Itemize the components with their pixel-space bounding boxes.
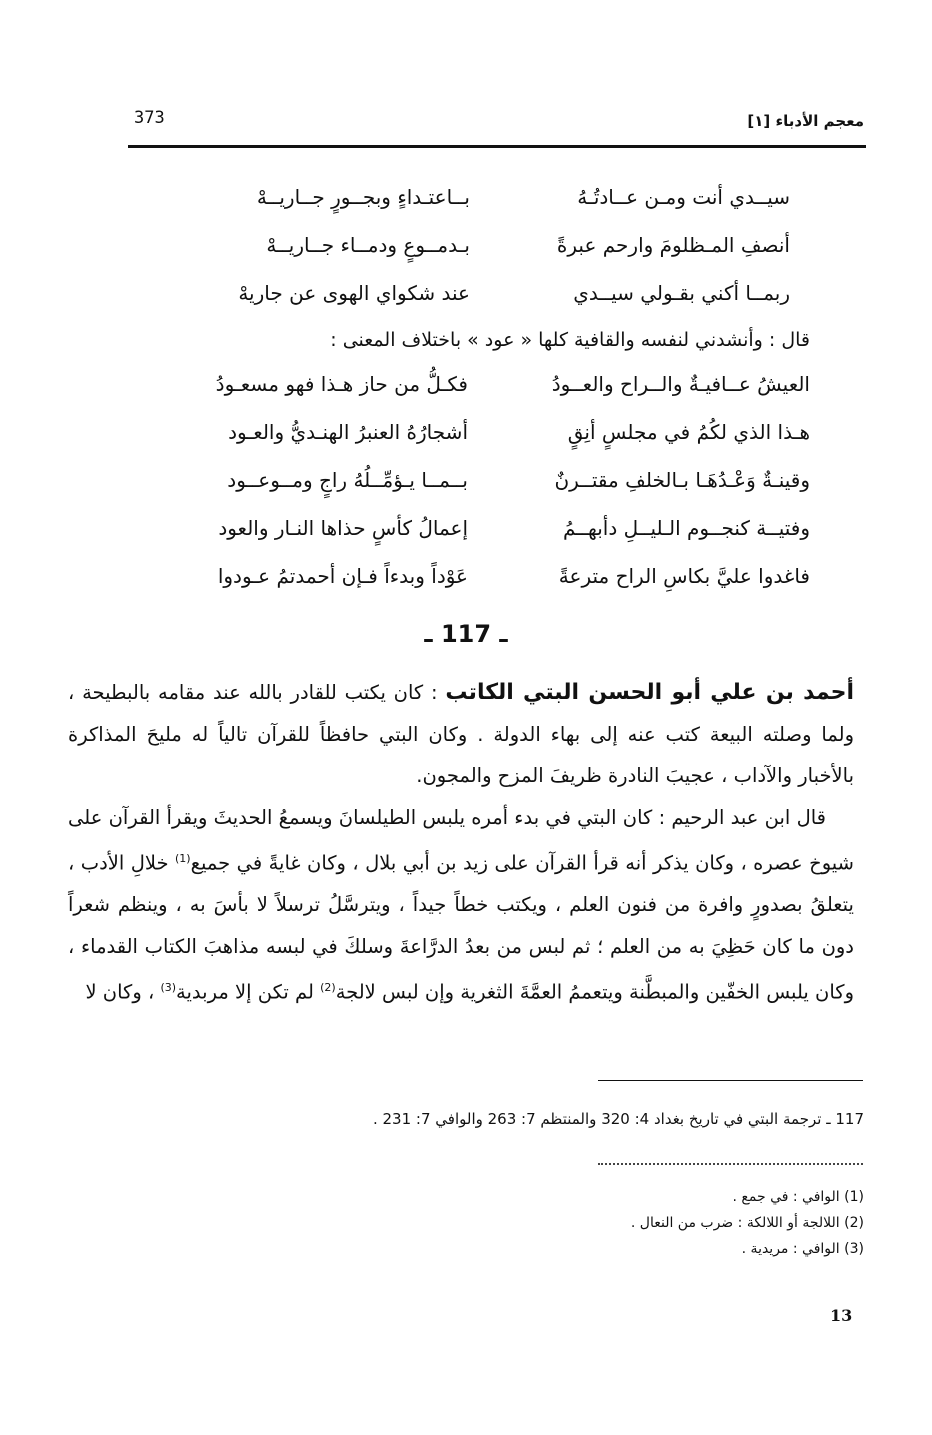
first-hemistich: وقينـةٌ وَعْـدُهَـا بـالخلفِ مقتــرنٌ [554,468,810,492]
first-hemistich: فاغدوا عليَّ بكاسِ الراح مترعةً [558,564,810,588]
verse-line [130,408,820,456]
entry-number: ـ 117 ـ [424,620,508,648]
footnote-ref[interactable]: (3) [160,981,177,994]
second-hemistich: عند شكواي الهوى عن جاريهْ [238,281,470,305]
second-hemistich: عَوْداً وبدءاً فـإن أحمدتمُ عـودوا [217,564,468,588]
bio-text: قال ابن عبد الرحيم : كان البتي في بدء أمره يلبس الطيلسانَ ويسمعُ الحديثَ ويقرأ القرآن على شيوخ عصره ، وكان يذكر أنه قرأ القرآن على زيد بن أبي بلال ، وكان غايةً في جميع [68,805,854,875]
signature-mark: 13 [830,1306,853,1325]
verse-line [130,456,820,504]
first-hemistich: العيشُ عــافيـةٌ والــراح والعــودُ [551,372,810,396]
running-title: معجم الأدباء [١] [747,112,864,130]
dotted-rule [598,1163,863,1165]
first-hemistich: أنصفِ المـظلومَ وارحم عبرةً [556,233,790,257]
first-hemistich: ربمــا أكني بقـولي سيــدي [573,281,790,305]
first-hemistich: هـذا الذي لكُمُ في مجلسٍ أنِقٍ [567,420,810,444]
header-rule [128,145,866,148]
bio-text: : كان يكتب للقادر بالله عند مقامه بالبطيحة ، ولما وصلته البيعة كتب عنه إلى بهاء الدولة . وكان البتي حافظاً للقرآن تالياً له مليحَ المذاكرة بالأخبار والآداب ، عجيبَ النادرة ظريفَ المزح والمجون. [68,681,854,787]
second-hemistich: بــاعتـداءٍ وبجــورٍ جــاريــهْ [256,185,470,209]
notes-rule [598,1080,863,1081]
verse-line [130,504,820,552]
second-hemistich: بــمــا يـؤمِّــلُهُ راجٍ ومــوعــود [227,468,468,492]
bio-text: لم تكن إلا مربدية [176,980,321,1004]
first-hemistich: سيــدي أنت ومـن عــادتُـهُ [577,185,790,209]
second-hemistich: إعمالُ كأسٍ حذاها النـار والعود [218,516,468,540]
poem-part-1 [130,173,820,317]
subject-name: أحمد بن علي أبو الحسن البتي الكاتب [445,680,855,705]
verse-line [130,173,820,221]
footnotes [64,1184,864,1262]
footnote: (1) الوافي : في جمع . [732,1189,864,1205]
second-hemistich: بـدمــوعٍ ودمــاء جــاريــهْ [266,233,470,257]
page-number: 373 [134,108,165,128]
biography-text [68,672,854,1013]
verse-line [130,221,820,269]
poem-intro: قال : وأنشدني لنفسه والقافية كلها « عود » باختلاف المعنى : [330,329,810,351]
bio-text: ، وكان لا [85,980,161,1004]
bio-text: خلالِ الأدب ، يتعلقُ بصدورٍ وافرة من فنون العلم ، ويكتب خطاً جيداً ، ويترسَّلُ ترسلاً لا بأسَ به ، وينظم شعراً دون ما كان حَظِيَ به من العلم ؛ ثم لبس من بعدُ الدرَّاعةَ وسلكَ في لبسه مذاهبَ الكتاب القدماء ، وكان يلبس الخفّين والمبطَّنة ويتعممُ العمَّةَ الثغرية وإن لبس لالجة [68,851,854,1004]
poem-part-2 [130,360,820,600]
source-note: 117 ـ ترجمة البتي في تاريخ بغداد 4: 320 والمنتظم 7: 263 والوافي 7: 231 . [372,1110,864,1128]
verse-line [130,552,820,600]
second-hemistich: فكـلُّ من حاز هـذا فهو مسعـودُ [215,372,468,396]
footnote-ref[interactable]: (1) [174,852,191,865]
verse-line [130,360,820,408]
footnote: (2) اللالجة أو اللالكة : ضرب من النعال . [630,1215,864,1231]
footnote: (3) الوافي : مريدية . [741,1241,864,1257]
bio-paragraph-2 [68,797,854,1014]
first-hemistich: وفتيــة كنجــوم الـليــلِ دأبهــمُ [562,516,810,540]
verse-line [130,269,820,317]
second-hemistich: أشجارُهُ العنبرُ الهنـديُّ والعـود [228,420,468,444]
footnote-ref[interactable]: (2) [320,981,336,994]
page-header [128,96,864,146]
bio-paragraph-1 [68,672,854,797]
